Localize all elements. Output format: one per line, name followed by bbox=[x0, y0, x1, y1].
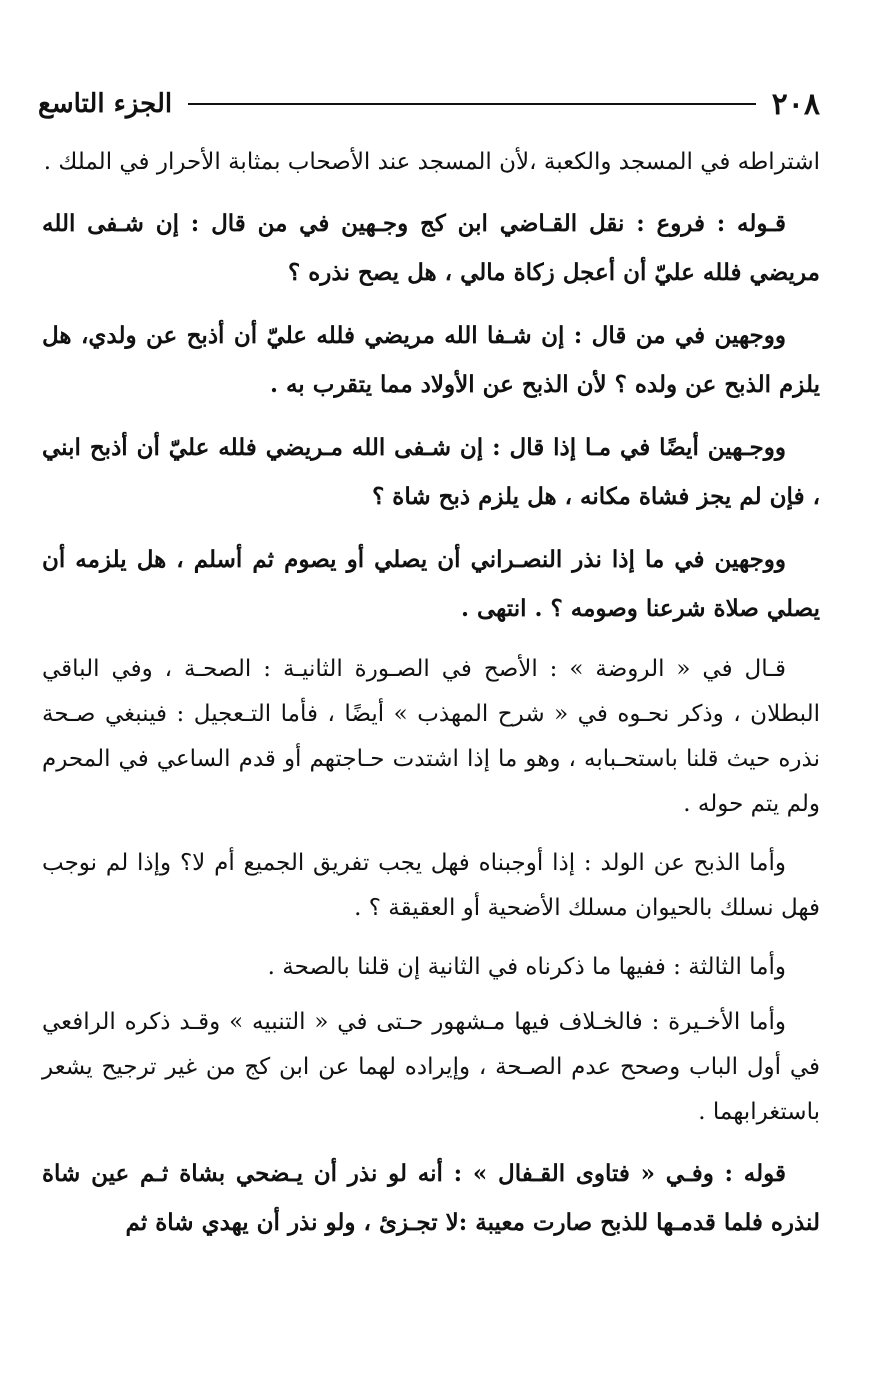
paragraph-quote-son-sacrifice: ووجـهين أيضًا في مـا إذا قال : إن شـفى الله مـريضي فلله عليّ أن أذبح ابني ، فإن لم يجز فشاة مكانه ، هل يلزم ذبح شاة ؟ bbox=[42, 434, 820, 510]
paragraph-third-case: وأما الثالثة : ففيها ما ذكرناه في الثانية إن قلنا بالصحة . bbox=[267, 954, 786, 980]
page-header bbox=[38, 82, 820, 126]
paragraph-last-case: وأما الأخـيرة : فالخـلاف فيها مـشهور حـتى في « التنبيه » وقـد ذكره الرافعي في أول الباب وصحح عدم الصـحة ، وإيراده لهما عن ابن كج من غير ترجيح يشعر باستغرابهما . bbox=[42, 1009, 820, 1125]
paragraph-continuation: اشتراطه في المسجد والكعبة ،لأن المسجد عند الأصحاب بمثابة الأحرار في الملك . bbox=[43, 149, 820, 175]
page-body bbox=[42, 140, 820, 1261]
paragraph-child-sacrifice-commentary: وأما الذبح عن الولد : إذا أوجبناه فهل يجب تفريق الجميع أم لا؟ وإذا لم نوجب فهل نسلك بالحيوان مسلك الأضحية أو العقيقة ؟ . bbox=[42, 850, 820, 921]
paragraph-quote-child-sacrifice: ووجهين في من قال : إن شـفا الله مريضي فلله عليّ أن أذبح عن ولدي، هل يلزم الذبح عن ولده ؟ لأن الذبح عن الأولاد مما يتقرب به . bbox=[42, 322, 820, 398]
header-rule bbox=[188, 103, 756, 105]
paragraph-rawda-commentary: قـال في « الروضة » : الأصح في الصـورة الثانيـة : الصحـة ، وفي الباقي البطلان ، وذكر نحـوه في « شرح المهذب » أيضًا ، فأما التـعجيل : فينبغي صـحة نذره حيث قلنا باستحـبابه ، وهو ما إذا اشتدت حـاجتهم أو قدم الساعي في المحرم ولم يتم حوله . bbox=[42, 656, 820, 817]
page-number: ٢٠٨ bbox=[771, 86, 820, 122]
running-title: الجزء التاسع bbox=[38, 89, 173, 119]
paragraph-quote-furu: قـوله : فروع : نقل القـاضي ابن كج وجـهين في من قال : إن شـفى الله مريضي فلله عليّ أن أعجل زكاة مالي ، هل يصح نذره ؟ bbox=[42, 210, 820, 286]
paragraph-quote-christian-vow: ووجهين في ما إذا نذر النصـراني أن يصلي أو يصوم ثم أسلم ، هل يلزمه أن يصلي صلاة شرعنا وصومه ؟ . انتهى . bbox=[42, 546, 820, 622]
paragraph-quote-qaffal: قوله : وفـي « فتاوى القـفال » : أنه لو نذر أن يـضحي بشاة ثـم عين شاة لنذره فلما قدمـها للذبح صارت معيبة :لا تجـزئ ، ولو نذر أن يهدي شاة ثم bbox=[42, 1160, 820, 1236]
